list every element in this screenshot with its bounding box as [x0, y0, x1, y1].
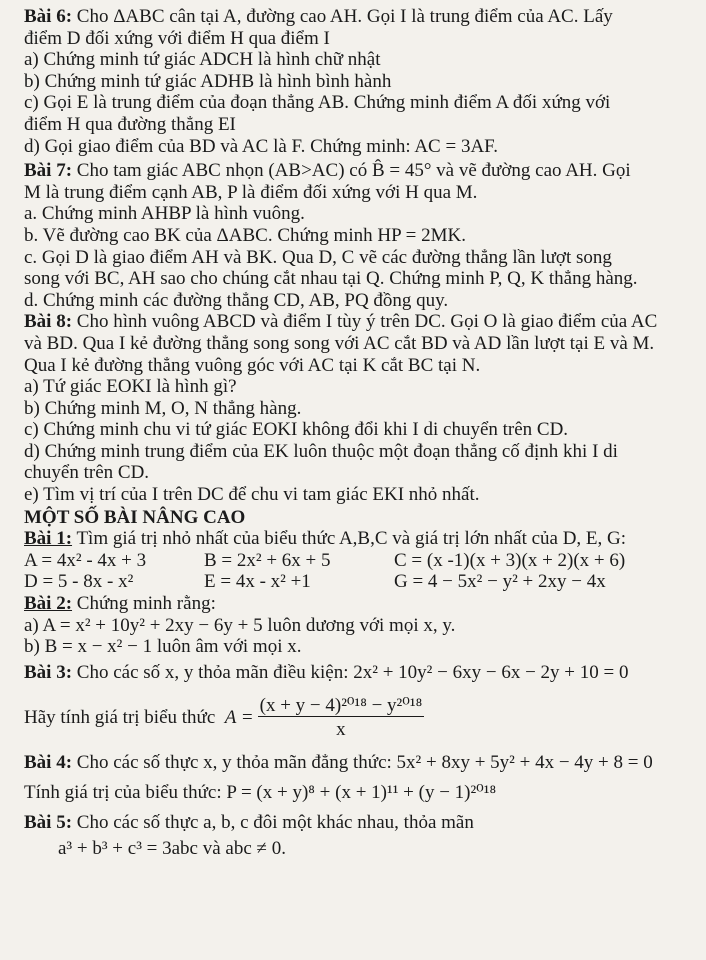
advanced-problem-1 — [24, 528, 690, 593]
expression-row-2 — [24, 571, 690, 593]
problem-text: Cho các số x, y thỏa mãn điều kiện: 2x² + 10y² − 6xy − 6x − 2y + 10 = 0 — [76, 662, 629, 684]
problem-6-line-1 — [24, 6, 690, 28]
problem-title: Bài 8: — [24, 311, 73, 333]
expression-d: D = 5 - 8x - x² — [24, 571, 134, 593]
advanced-problem-2-line — [24, 593, 690, 615]
problem-part: e) Tìm vị trí của I trên DC để chu vi tam giác EKI nhỏ nhất. — [24, 484, 480, 506]
advanced-problem-5-line — [24, 808, 690, 838]
problem-condition: a³ + b³ + c³ = 3abc và abc ≠ 0. — [58, 837, 286, 859]
problem-text: Cho các số thực a, b, c đôi một khác nhau, thỏa mãn — [76, 812, 474, 834]
problem-text: Tìm giá trị nhỏ nhất của biểu thức A,B,C và giá trị lớn nhất của D, E, G: — [76, 528, 627, 550]
problem-part: song với BC, AH sao cho chúng cắt nhau tại Q. Chứng minh P, Q, K thẳng hàng. — [24, 268, 638, 290]
problem-title: Bài 1: — [24, 528, 73, 550]
advanced-problem-4-line — [24, 748, 690, 778]
advanced-problem-2 — [24, 593, 690, 658]
problem-part: điểm H qua đường thẳng EI — [24, 113, 236, 135]
problem-title: Bài 6: — [24, 6, 73, 27]
problem-text: điểm D đối xứng với điểm H qua điểm I — [24, 27, 330, 49]
expression-g: G = 4 − 5x² − y² + 2xy − 4x — [394, 571, 606, 593]
problem-title: Bài 4: — [24, 752, 73, 774]
problem-title: Bài 3: — [24, 662, 73, 684]
problem-text: Cho tam giác ABC nhọn (AB>AC) có B̂ = 45° và vẽ đường cao AH. Gọi — [76, 160, 631, 182]
problem-part: c. Gọi D là giao điểm AH và BK. Qua D, C vẽ các đường thẳng lần lượt song — [24, 246, 612, 268]
fraction — [258, 695, 425, 741]
fraction-numerator: (x + y − 4)²⁰¹⁸ − y²⁰¹⁸ — [259, 694, 423, 716]
section-heading: MỘT SỐ BÀI NÂNG CAO — [24, 506, 246, 528]
problem-text: Tính giá trị của biểu thức: P = (x + y)⁸ + (x + 1)¹¹ + (y − 1)²⁰¹⁸ — [24, 782, 497, 804]
problem-part: c) Gọi E là trung điểm của đoạn thẳng AB. Chứng minh điểm A đối xứng với — [24, 92, 611, 114]
expression-e: E = 4x - x² +1 — [204, 571, 311, 593]
problem-part: d. Chứng minh các đường thẳng CD, AB, PQ đồng quy. — [24, 289, 449, 311]
expression-b: B = 2x² + 6x + 5 — [204, 549, 331, 571]
problem-part: a. Chứng minh AHBP là hình vuông. — [24, 203, 305, 225]
fraction-denominator: x — [336, 719, 346, 741]
problem-text: Qua I kẻ đường thẳng vuông góc với AC tại K cắt BC tại N. — [24, 354, 481, 376]
problem-7-line-1 — [24, 160, 690, 182]
problem-text: Chứng minh rằng: — [76, 593, 216, 615]
problem-text: và BD. Qua I kẻ đường thẳng song song với AC cắt BD và AD lần lượt tại E và M. — [24, 332, 655, 354]
advanced-problem-3 — [24, 658, 690, 748]
fraction-formula-row — [24, 688, 690, 748]
expression-a: A = 4x² - 4x + 3 — [24, 549, 147, 571]
problem-8 — [24, 311, 690, 505]
problem-text: Cho các số thực x, y thỏa mãn đẳng thức: 5x² + 8xy + 5y² + 4x − 4y + 8 = 0 — [76, 752, 653, 774]
formula-lhs: A = — [224, 707, 254, 729]
problem-text: Hãy tính giá trị biểu thức — [24, 707, 216, 729]
problem-part: b) Chứng minh M, O, N thẳng hàng. — [24, 397, 302, 419]
problem-title: Bài 5: — [24, 812, 73, 834]
problem-text: Cho hình vuông ABCD và điểm I tùy ý trên DC. Gọi O là giao điểm của AC — [76, 311, 658, 333]
problem-text: M là trung điểm cạnh AB, P là điểm đối xứng với H qua M. — [24, 181, 478, 203]
problem-part: a) Chứng minh tứ giác ADCH là hình chữ nhật — [24, 49, 381, 71]
advanced-problem-4 — [24, 748, 690, 808]
problem-8-line-1 — [24, 311, 690, 333]
problem-part: b) B = x − x² − 1 luôn âm với mọi x. — [24, 636, 302, 658]
problem-part: b) Chứng minh tứ giác ADHB là hình bình hành — [24, 70, 392, 92]
advanced-problem-5 — [24, 808, 690, 860]
problem-title: Bài 7: — [24, 160, 73, 182]
expression-row-1 — [24, 550, 690, 572]
problem-part: a) A = x² + 10y² + 2xy − 6y + 5 luôn dương với mọi x, y. — [24, 614, 456, 636]
problem-6 — [24, 6, 690, 157]
problem-part: d) Chứng minh trung điểm của EK luôn thuộc một đoạn thẳng cố định khi I di — [24, 440, 618, 462]
problem-part: b. Vẽ đường cao BK của ΔABC. Chứng minh HP = 2MK. — [24, 224, 467, 246]
advanced-problem-3-line — [24, 658, 690, 688]
problem-part: a) Tứ giác EOKI là hình gì? — [24, 376, 237, 398]
problem-part: chuyển trên CD. — [24, 462, 150, 484]
problem-part: c) Chứng minh chu vi tứ giác EOKI không đổi khi I di chuyển trên CD. — [24, 419, 569, 441]
problem-7 — [24, 160, 690, 311]
problem-title: Bài 2: — [24, 593, 73, 615]
advanced-problem-1-line — [24, 528, 690, 550]
problem-part: d) Gọi giao điểm của BD và AC là F. Chứng minh: AC = 3AF. — [24, 135, 498, 157]
problem-text: Cho ΔABC cân tại A, đường cao AH. Gọi I là trung điểm của AC. Lấy — [76, 6, 613, 27]
expression-c: C = (x -1)(x + 3)(x + 2)(x + 6) — [394, 549, 626, 571]
